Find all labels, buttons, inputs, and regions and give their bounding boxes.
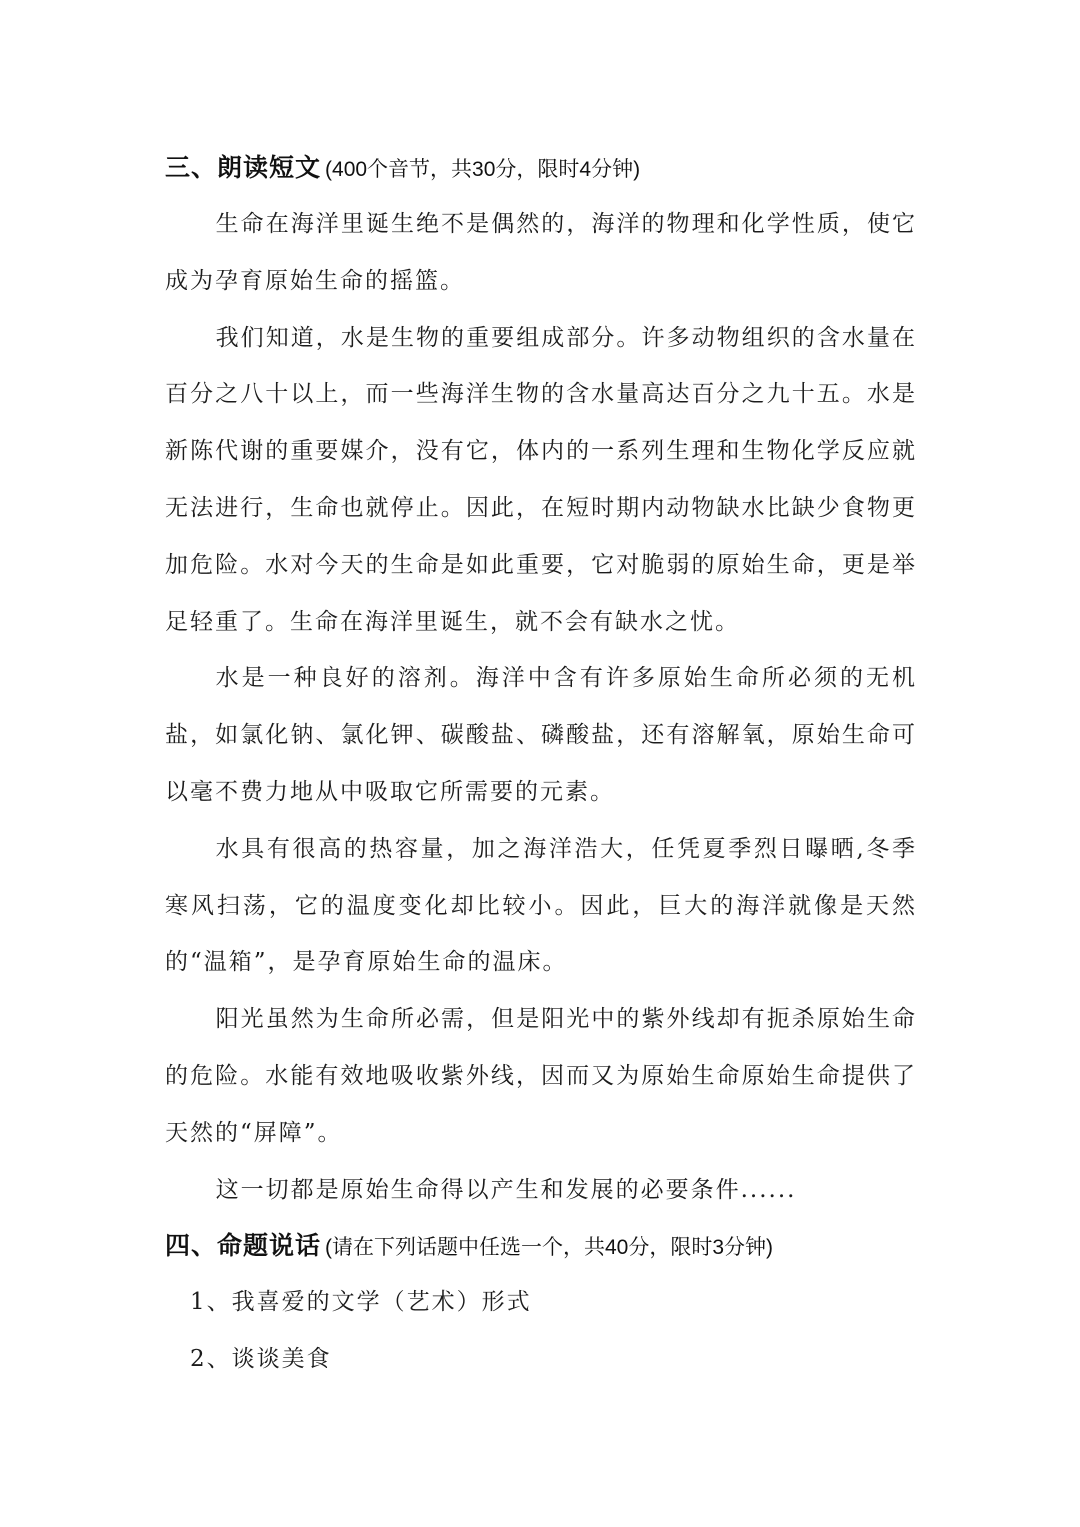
passage-paragraph-2: 我们知道，水是生物的重要组成部分。许多动物组织的含水量在百分之八十以上，而一些海洋生物的含水量高达百分之九十五。水是新陈代谢的重要媒介，没有它，体内的一系列生理和生物化学反应就无法进行，生命也就停止。因此，在短时期内动物缺水比缺少食物更加危险。水对今天的生命是如此重要，它对脆弱的原始生命，更是举足轻重了。生命在海洋里诞生，就不会有缺水之忧。 bbox=[165, 324, 917, 635]
reading-passage bbox=[165, 196, 917, 1218]
passage-paragraph-6: 这一切都是原始生命得以产生和发展的必要条件...... bbox=[215, 1176, 797, 1203]
document-page bbox=[165, 140, 917, 1388]
topic-list bbox=[165, 1274, 917, 1388]
section-4-heading bbox=[165, 1218, 917, 1274]
topic-item-1: 1、我喜爱的文学（艺术）形式 bbox=[190, 1289, 532, 1316]
section-3-title: 三、朗读短文 bbox=[165, 153, 322, 182]
passage-paragraph-3: 水是一种良好的溶剂。海洋中含有许多原始生命所必须的无机盐，如氯化钠、氯化钾、碳酸盐、磷酸盐，还有溶解氧，原始生命可以毫不费力地从中吸取它所需要的元素。 bbox=[165, 665, 917, 805]
passage-paragraph-1: 生命在海洋里诞生绝不是偶然的，海洋的物理和化学性质，使它成为孕育原始生命的摇篮。 bbox=[165, 211, 917, 294]
topic-item-2: 2、谈谈美食 bbox=[190, 1346, 332, 1373]
passage-paragraph-4: 水具有很高的热容量，加之海洋浩大，任凭夏季烈日曝晒,冬季寒风扫荡，它的温度变化却比较小。因此，巨大的海洋就像是天然的“温箱”，是孕育原始生命的温床。 bbox=[165, 835, 917, 976]
section-4-note: (请在下列话题中任选一个，共40分，限时3分钟) bbox=[325, 1236, 774, 1260]
passage-paragraph-5: 阳光虽然为生命所必需，但是阳光中的紫外线却有扼杀原始生命的危险。水能有效地吸收紫外线，因而又为原始生命原始生命提供了天然的“屏障”。 bbox=[165, 1006, 917, 1146]
section-3-heading bbox=[165, 140, 917, 196]
section-3-note: (400个音节，共30分，限时4分钟) bbox=[325, 158, 641, 181]
section-4-title: 四、命题说话 bbox=[165, 1231, 322, 1261]
